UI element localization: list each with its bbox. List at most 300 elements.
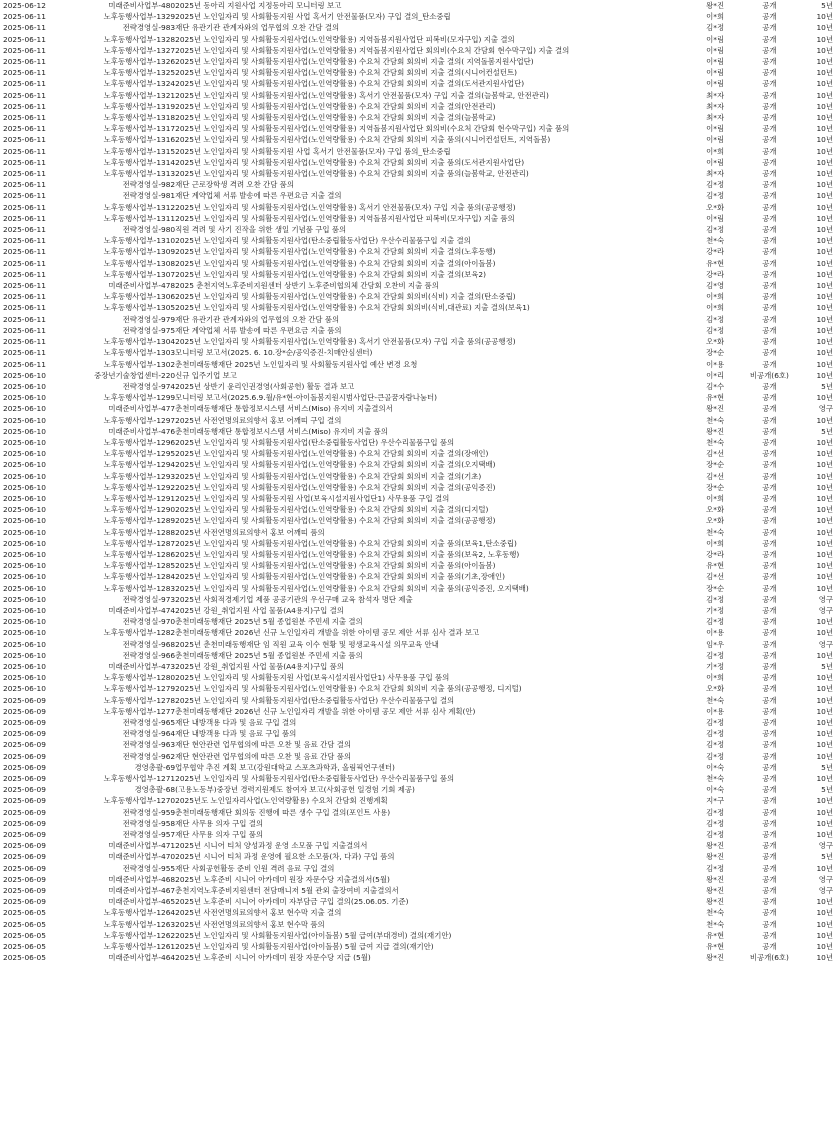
doc-date: 2025-06-10 [3, 583, 46, 593]
table-row[interactable] [3, 347, 833, 358]
doc-author: 김*정 [706, 807, 725, 817]
doc-date: 2025-06-11 [3, 57, 46, 67]
doc-retention: 10년 [816, 482, 833, 492]
doc-title[interactable]: 2025년 노인일자리 및 사회활동지원사업(노인역량활용) 수요처 간담회 회의비 지출 품의(시니어컨설턴트, 지역돌봄) [175, 135, 551, 145]
doc-date: 2025-06-09 [3, 818, 46, 828]
doc-disclosure: 공개 [762, 225, 777, 235]
table-row[interactable] [3, 471, 833, 482]
doc-title[interactable]: 재단 사무용 의자 구입 품의 [175, 830, 264, 840]
doc-title[interactable]: 재단 계약업체 서류 발송에 따른 우편요금 지출 품의 [175, 325, 342, 335]
doc-title[interactable]: 2025년 노인일자리 및 사회활동지원사업(노인역량활용) 수요처 간담회 회의비 지출 결의(장애인) [175, 449, 489, 459]
table-row[interactable] [3, 78, 833, 89]
doc-department-number: 노후동행사업부-1326 [103, 57, 176, 67]
doc-title[interactable]: 2025년 노인일자리 및 사회활동지원사업(노인역량활용) 수요처 간담회 회의비 지출 결의(시니어컨설턴트) [175, 68, 517, 78]
doc-title[interactable]: 2025년 노인일자리 및 사회활동지원사업(노인역량활용) 수요처 간담회 회의비 지출 결의(안전관리) [175, 101, 496, 111]
doc-title[interactable]: 2025년 노인일자리 및 사회활동지원사업(노인역량활용) 수요처 간담회 회의비 지출 결의(노후동행) [175, 247, 496, 257]
doc-title[interactable]: 2025년 노인일자리 및 사회활동지원사업(노인역량활용) 혹서기 안전물품(모자) 구입 지출 품의(공공행정) [175, 337, 516, 347]
doc-title[interactable]: (고용노동부)중장년 경력지원제도 참여자 보고(사회공헌 일경험 기회 제공) [175, 785, 415, 795]
doc-title[interactable]: 2025년 노인일자리 및 사회활동지원사업(노인역량활용) 혹서기 안전물품(모자) 구입 지출 품의(공공행정) [175, 202, 516, 212]
doc-title[interactable]: 2025년 강원_취업지원 사업 물품(A4용지)구입 결의 [175, 605, 344, 615]
doc-title[interactable]: 춘천미래동행재단 회의동 진행에 따른 생수 구입 결의(포인트 사용) [175, 807, 391, 817]
doc-title[interactable]: 모니터링 보고서(2025.6.9.월/유*현-아이돌봄지원시범사업단-큰골꿈자람나눔터) [175, 393, 438, 403]
doc-title[interactable]: 2025년 노인일자리 및 사회활동지원사업(노인역량활용) 수요처 간담회 회의비 지출 결의( 지역돌봄지원사업단) [175, 57, 534, 67]
doc-date: 2025-06-11 [3, 236, 46, 246]
doc-title[interactable]: 재단 현안관련 업무협의에 따른 오찬 및 음료 간담 품의 [175, 751, 351, 761]
table-row[interactable] [3, 941, 833, 952]
doc-title[interactable]: 2025년도 노인일자리사업(노인역량활용) 수요처 간담회 진행계획 [175, 796, 388, 806]
table-row[interactable] [3, 123, 833, 134]
doc-title[interactable]: 2025년 노인일자리 및 사회활동지원사업(노인역량활용) 수요처 간담회 회의비 지출 결의(오지택배) [175, 460, 496, 470]
doc-retention: 10년 [816, 684, 833, 694]
doc-department-number: 노후동행사업부-1306 [103, 292, 176, 302]
doc-title[interactable]: 재단 현안관련 업무협의에 따른 오찬 및 음료 간담 결의 [175, 740, 351, 750]
doc-title[interactable]: 2025년 노인일자리 및 사회활동지원사업(노인역량활용) 수요처 간담회 회의비 지출 품의(보육1,탄소중립) [175, 538, 517, 548]
doc-date: 2025-06-05 [3, 919, 46, 929]
table-row[interactable] [3, 45, 833, 56]
doc-title[interactable]: 재단 근로장학생 격려 오찬 간담 품의 [175, 180, 294, 190]
table-row[interactable] [3, 930, 833, 941]
doc-retention: 10년 [816, 236, 833, 246]
doc-title[interactable]: 2025년 노후준비 시니어 아카데미 자부담금 구입 결의(25.06.05. 기준) [175, 897, 409, 907]
doc-title[interactable]: 2025년 노인일자리 및 사회활동지원사업(탄소중립활동사업단) 우산수리물품구입 품의 [175, 437, 455, 447]
doc-title[interactable]: 업무협약 추진 계획 보고(강원대학교 스포츠과학과, 올림픽연구센터) [175, 762, 395, 772]
doc-retention: 10년 [816, 718, 833, 727]
doc-title[interactable]: 춘천미래동행재단 2025년 5월 종업원분 주민세 지출 품의 [175, 650, 363, 660]
table-row[interactable] [3, 190, 833, 201]
doc-retention: 10년 [816, 897, 833, 907]
table-row[interactable] [3, 403, 833, 414]
doc-disclosure: 공개 [762, 12, 777, 22]
doc-retention: 10년 [816, 101, 833, 111]
doc-title[interactable]: 2025년 상반기 윤리인권경영(사회공헌) 활동 결과 보고 [175, 381, 355, 391]
doc-disclosure: 공개 [762, 101, 777, 111]
table-row[interactable] [3, 560, 833, 571]
doc-retention: 영구 [818, 594, 833, 604]
table-row[interactable] [3, 269, 833, 280]
table-row[interactable] [3, 840, 833, 851]
table-row[interactable] [3, 896, 833, 907]
doc-title[interactable]: 재단 계약업체 서류 발송에 따른 우편요금 지출 결의 [175, 191, 342, 201]
doc-disclosure: 공개 [762, 460, 777, 470]
doc-title[interactable]: 2025년 사전연명의료의향서 홍보 어깨띠 구입 결의 [175, 415, 342, 425]
doc-title[interactable]: 춘천미래동행재단 2026년 신규 노인일자리 개발을 위한 아이템 공모 제안 서류 심사 결과 보고 [175, 628, 480, 638]
doc-title[interactable]: 2025년 노인일자리 및 사회활동지원사업(노인역량활용) 수요처 간담회 회의비 지출 품의(보육2, 노후동행) [175, 549, 520, 559]
table-row[interactable] [3, 56, 833, 67]
doc-disclosure: 공개 [762, 113, 777, 123]
doc-title[interactable]: 2025년 노인일자리 및 사회활동지원사업(탄소중립활동사업단) 우산수리물품구입 지출 결의 [175, 236, 471, 246]
table-row[interactable] [3, 583, 833, 594]
table-row[interactable] [3, 952, 833, 963]
doc-author: 이*림 [706, 57, 725, 67]
table-row[interactable] [3, 818, 833, 829]
table-row[interactable] [3, 359, 833, 370]
doc-date: 2025-06-10 [3, 415, 46, 425]
table-row[interactable] [3, 302, 833, 313]
doc-retention: 10년 [816, 45, 833, 55]
doc-title[interactable]: 2025년 노인일자리 및 사회활동지원 사업(보육시설지원사업단1) 사무용품 구입 품의 [175, 673, 450, 683]
doc-department-number: 전략경영실-957 [122, 830, 176, 840]
table-row[interactable] [3, 415, 833, 426]
table-row[interactable] [3, 34, 833, 45]
table-row[interactable] [3, 101, 833, 112]
table-row[interactable] [3, 381, 833, 392]
doc-title[interactable]: 재단 유관기관 관계자와의 업무협의 오찬 간담 품의 [175, 314, 340, 324]
doc-date: 2025-06-11 [3, 314, 46, 324]
doc-date: 2025-06-10 [3, 538, 46, 548]
doc-date: 2025-06-09 [3, 874, 46, 884]
doc-department-number: 노후동행사업부-1325 [103, 68, 176, 78]
doc-date: 2025-06-11 [3, 303, 46, 313]
doc-author: 김*정 [706, 225, 725, 235]
doc-retention: 10년 [816, 807, 833, 817]
doc-department-number: 노후동행사업부-1278 [103, 695, 176, 705]
doc-author: 천*숙 [706, 527, 725, 537]
table-row[interactable] [3, 907, 833, 918]
doc-title[interactable]: 2025년 시니어 티처 양성과정 운영 소모품 구입 지출결의서 [175, 841, 368, 851]
doc-disclosure: 공개 [762, 919, 777, 929]
table-row[interactable] [3, 784, 833, 795]
doc-title[interactable]: 춘천미래동행재단 2025년 5월 종업원분 주민세 지출 결의 [175, 617, 363, 627]
doc-department-number: 노후동행사업부-1302 [103, 359, 176, 369]
doc-department-number: 노후동행사업부-1304 [103, 337, 176, 347]
table-row[interactable] [3, 202, 833, 213]
doc-author: 최*자 [706, 101, 725, 111]
table-row[interactable] [3, 90, 833, 101]
table-row[interactable] [3, 885, 833, 896]
table-row[interactable] [3, 650, 833, 661]
doc-date: 2025-06-09 [3, 695, 46, 705]
doc-department-number: 노후동행사업부-1282 [103, 628, 176, 638]
doc-retention: 10년 [816, 281, 833, 291]
doc-title[interactable]: 2025년 노인일자리 및 사회활동지원사업(노인역량활용) 수요처 간담회 회의비 지출 결의(디지털) [175, 505, 489, 515]
table-row[interactable] [3, 112, 833, 123]
table-row[interactable] [3, 134, 833, 145]
doc-department-number: 노후동행사업부-1314 [103, 157, 176, 167]
doc-date: 2025-06-10 [3, 460, 46, 470]
document-list-table [3, 0, 833, 963]
doc-title[interactable]: 2025년 노인일자리 및 사회활동지원 사업 혹서기 안전물품(모자) 구입 결의_탄소중립 [175, 12, 451, 22]
doc-disclosure: 공개 [762, 673, 777, 683]
doc-disclosure: 공개 [762, 157, 777, 167]
table-row[interactable] [3, 146, 833, 157]
doc-department-number: 노후동행사업부-1291 [103, 493, 176, 503]
doc-department-number: 노후동행사업부-1309 [103, 247, 176, 257]
doc-title[interactable]: 재단 내방객용 다과 및 음료 구입 결의 [175, 718, 297, 727]
doc-author: 왕*진 [706, 1, 725, 10]
doc-title[interactable]: 2025년 노인일자리 및 사회활동지원사업(탄소중립활동사업단) 우산수리물품구입 품의 [175, 774, 455, 784]
doc-retention: 10년 [816, 516, 833, 526]
table-row[interactable] [3, 795, 833, 806]
table-row[interactable] [3, 717, 833, 728]
doc-department-number: 노후동행사업부-1286 [103, 549, 176, 559]
doc-title[interactable]: 2025년 노인일자리 및 사회활동지원사업(노인역량활용) 수요처 간담회 회의비 지출 결의(공익증진) [175, 482, 496, 492]
doc-retention: 영구 [818, 605, 833, 615]
doc-department-number: 중장년기술창업센터-220 [94, 370, 176, 380]
doc-title[interactable]: 춘천미래동행재단 통합정보시스템 서비스(Miso) 유지비 지출 품의 [175, 426, 388, 436]
doc-title[interactable]: 2025년 노인일자리 및 사회활동지원사업(노인역량활용) 수요처 간담회 회의비(식비,대관료) 지출 결의(보육1) [175, 303, 530, 313]
doc-department-number: 노후동행사업부-1329 [103, 12, 176, 22]
doc-department-number: 미래준비사업부-474 [108, 605, 176, 615]
doc-title[interactable]: 2025년 노인일자리 및 사회활동지원사업(아이돌봄) 5월 급여(부대경비) 결의(재기안) [175, 930, 452, 940]
doc-title[interactable]: 재단 사무용 의자 구입 결의 [175, 818, 264, 828]
table-row[interactable] [3, 672, 833, 683]
doc-date: 2025-06-09 [3, 841, 46, 851]
doc-author: 천*숙 [706, 236, 725, 246]
doc-title[interactable]: 2025년 노인일자리 및 사회활동지원 사업 혹서기 안전물품(모자) 구입 품의_탄소중립 [175, 146, 451, 156]
table-row[interactable] [3, 291, 833, 302]
doc-date: 2025-06-10 [3, 572, 46, 582]
doc-disclosure: 공개 [762, 740, 777, 750]
table-row[interactable] [3, 773, 833, 784]
doc-author: 천*숙 [706, 415, 725, 425]
doc-title[interactable]: 재단 내방객용 다과 및 음료 구입 품의 [175, 729, 297, 739]
doc-author: 임*우 [706, 639, 725, 649]
doc-title[interactable]: 직원 격려 및 사기 진작을 위한 생일 기념품 구입 품의 [175, 225, 347, 235]
doc-retention: 10년 [816, 729, 833, 739]
doc-date: 2025-06-09 [3, 897, 46, 907]
doc-title[interactable]: 2025년 노인일자리 및 사회활동지원사업(노인역량활용) 수요처 간담회 회의비 지출 결의(공공행정) [175, 516, 496, 526]
doc-author: 김*정 [706, 751, 725, 761]
doc-disclosure: 공개 [762, 897, 777, 907]
doc-disclosure: 공개 [762, 45, 777, 55]
doc-date: 2025-06-05 [3, 930, 46, 940]
doc-retention: 10년 [816, 191, 833, 201]
doc-retention: 10년 [816, 359, 833, 369]
table-row[interactable] [3, 851, 833, 862]
doc-title[interactable]: 2025년 사회적경제기업 제품 공공기관의 우선구매 교육 참석자 명단 제출 [175, 594, 413, 604]
doc-title[interactable]: 2025년 노인일자리 및 사회활동지원사업(탄소중립활동사업단) 우산수리물품구입 결의 [175, 695, 455, 705]
doc-disclosure: 공개 [762, 505, 777, 515]
table-row[interactable] [3, 706, 833, 717]
doc-disclosure: 공개 [762, 258, 777, 268]
table-row[interactable] [3, 426, 833, 437]
doc-title[interactable]: 2025년 강원_취업지원 사업 물품(A4용지)구입 품의 [175, 661, 344, 671]
table-row[interactable] [3, 0, 833, 11]
doc-department-number: 노후동행사업부-1308 [103, 258, 176, 268]
doc-title[interactable]: 2025년 노인일자리 및 사회활동지원사업(노인역량활용) 수요처 간담회 회의비(식비) 지출 결의(탄소중립) [175, 292, 516, 302]
doc-department-number: 노후동행사업부-1297 [103, 415, 176, 425]
table-row[interactable] [3, 829, 833, 840]
table-row[interactable] [3, 504, 833, 515]
doc-title[interactable]: 2025년 시니어 티처 과정 운영에 필요한 소모품(차, 다과) 구입 품의 [175, 852, 395, 862]
table-row[interactable] [3, 157, 833, 168]
doc-title[interactable]: 2025년 노후준비 시니어 아카데미 원장 자문수당 지급 (5월) [175, 953, 371, 963]
doc-author: 이*림 [706, 34, 725, 44]
doc-title[interactable]: 2025년 노인일자리 및 사회활동지원사업(노인역량활용) 수요처 간담회 회의비 지출 품의(늘봄학교, 안전관리) [175, 169, 529, 179]
table-row[interactable] [3, 605, 833, 616]
doc-disclosure: 공개 [762, 930, 777, 940]
table-row[interactable] [3, 527, 833, 538]
table-row[interactable] [3, 683, 833, 694]
doc-department-number: 전략경영실-982 [122, 180, 176, 190]
doc-title[interactable]: 2025 춘천지역노후준비지원센터 상반기 노후준비협의체 간담회 오찬비 지출 품의 [175, 281, 439, 291]
doc-department-number: 전략경영실-962 [122, 751, 176, 761]
doc-department-number: 노후동행사업부-1318 [103, 113, 176, 123]
table-row[interactable] [3, 258, 833, 269]
doc-title[interactable]: 2025년 사전연명의료의향서 홍보 어깨띠 품의 [175, 527, 325, 537]
doc-retention: 10년 [816, 695, 833, 705]
doc-title[interactable]: 춘천미래동행재단 2025년 노인일자리 및 사회활동지원사업 예산 변경 요청 [175, 359, 418, 369]
doc-date: 2025-06-10 [3, 471, 46, 481]
doc-department-number: 노후동행사업부-1295 [103, 449, 176, 459]
doc-title[interactable]: 2025년 노인일자리 및 사회활동지원 사업(보육시설지원사업단1) 사무용품 구입 결의 [175, 493, 450, 503]
doc-department-number: 노후동행사업부-1307 [103, 269, 176, 279]
doc-title[interactable]: 춘천미래동행재단 통합정보시스템 서비스(Miso) 유지비 지출결의서 [175, 404, 393, 414]
table-row[interactable] [3, 549, 833, 560]
doc-title[interactable]: 2025년 노인일자리 및 사회활동지원사업(노인역량활용) 수요처 간담회 회의비 지출 결의(도서관지원사업단) [175, 79, 525, 89]
doc-date: 2025-06-11 [3, 12, 46, 22]
doc-retention: 영구 [818, 639, 833, 649]
doc-department-number: 노후동행사업부-1293 [103, 471, 176, 481]
doc-retention: 10년 [816, 79, 833, 89]
table-row[interactable] [3, 762, 833, 773]
doc-disclosure: 공개 [762, 169, 777, 179]
table-row[interactable] [3, 538, 833, 549]
doc-disclosure: 공개 [762, 449, 777, 459]
table-row[interactable] [3, 224, 833, 235]
doc-disclosure: 공개 [762, 34, 777, 44]
table-row[interactable] [3, 639, 833, 650]
doc-title[interactable]: 2025년 노인일자리 및 사회활동지원사업(아이돌봄) 5월 급여 지급 결의(재기안) [175, 942, 434, 952]
table-row[interactable] [3, 179, 833, 190]
doc-title[interactable]: 2025년 노인일자리 및 사회활동지원사업(노인역량활용) 수요처 간담회 회의비 지출 결의(아이돌봄) [175, 258, 496, 268]
table-row[interactable] [3, 807, 833, 818]
table-row[interactable] [3, 437, 833, 448]
table-row[interactable] [3, 325, 833, 336]
doc-author: 이*림 [706, 135, 725, 145]
table-row[interactable] [3, 739, 833, 750]
doc-department-number: 전략경영실-973 [122, 594, 176, 604]
doc-title[interactable]: 2025년 노인일자리 및 사회활동지원사업(노인역량활용) 지역돌봄지원사업단 피복비(모자구입) 지출 결의 [175, 34, 515, 44]
doc-department-number: 미래준비사업부-476 [108, 426, 176, 436]
doc-department-number: 노후동행사업부-1289 [103, 516, 176, 526]
doc-author: 최*자 [706, 113, 725, 123]
doc-author: 김*정 [706, 830, 725, 840]
table-row[interactable] [3, 482, 833, 493]
doc-title[interactable]: 2025년 노인일자리 및 사회활동지원사업(노인역량활용) 지역돌봄지원사업단 피복비(모자구입) 지출 품의 [175, 213, 515, 223]
doc-title[interactable]: 재단 사회공헌활동 준비 인원 격려 음료 구입 결의 [175, 863, 335, 873]
table-row[interactable] [3, 213, 833, 224]
doc-title[interactable]: 2025년 춘천미래동행재단 임 직원 교육 이수 현황 및 평생교육시설 의무교육 안내 [175, 639, 439, 649]
table-row[interactable] [3, 919, 833, 930]
doc-title[interactable]: 2025년 노인일자리 및 사회활동지원사업(노인역량활용) 수요처 간담회 회의비 지출 품의(기초,장애인) [175, 572, 506, 582]
doc-title[interactable]: 모니터링 보고서(2025. 6. 10.장*순/공익증진-치매안심센터) [175, 348, 373, 358]
doc-disclosure: 공개 [762, 426, 777, 436]
doc-disclosure: 공개 [762, 830, 777, 840]
table-row[interactable] [3, 246, 833, 257]
table-row[interactable] [3, 594, 833, 605]
doc-disclosure: 공개 [762, 628, 777, 638]
doc-retention: 10년 [816, 225, 833, 235]
table-row[interactable] [3, 493, 833, 504]
table-row[interactable] [3, 67, 833, 78]
doc-date: 2025-06-09 [3, 796, 46, 806]
doc-department-number: 전략경영실-955 [122, 863, 176, 873]
table-row[interactable] [3, 280, 833, 291]
doc-title[interactable]: 2025년 노인일자리 및 사회활동지원사업(노인역량활용) 수요처 간담회 회의비 지출 결의(늘봄학교) [175, 113, 496, 123]
doc-date: 2025-06-10 [3, 381, 46, 391]
document-list-body [3, 0, 833, 963]
doc-author: 유*현 [706, 258, 725, 268]
doc-department-number: 노후동행사업부-1290 [103, 505, 176, 515]
table-row[interactable] [3, 168, 833, 179]
doc-department-number: 노후동행사업부-1296 [103, 437, 176, 447]
doc-disclosure: 공개 [762, 729, 777, 739]
doc-department-number: 전략경영실-963 [122, 740, 176, 750]
doc-title[interactable]: 2025년 노인일자리 및 사회활동지원사업(노인역량활용) 지역돌봄지원사업단 회의비(수요처 간담회 현수막구입) 지출 품의 [175, 124, 570, 134]
doc-title[interactable]: 2025년 노인일자리 및 사회활동지원사업(노인역량활용) 수요처 간담회 회의비 지출 품의(공익증진, 오지택배) [175, 583, 529, 593]
doc-retention: 10년 [816, 953, 833, 963]
doc-title[interactable]: 2025년 사전연명의료의향서 홍보 현수막 지출 결의 [175, 908, 342, 918]
table-row[interactable] [3, 695, 833, 706]
doc-title[interactable]: 2025년 노인일자리 및 사회활동지원사업(노인역량활용) 수요처 간담회 회의비 지출 품의(도서관지원사업단) [175, 157, 525, 167]
doc-title[interactable]: 2025년 노후준비 시니어 아카데미 원장 자문수당 지출결의서(5월) [175, 874, 390, 884]
table-row[interactable] [3, 235, 833, 246]
doc-author: 최*자 [706, 169, 725, 179]
table-row[interactable] [3, 370, 833, 381]
doc-department-number: 노후동행사업부-1319 [103, 101, 176, 111]
doc-retention: 10년 [816, 68, 833, 78]
doc-title[interactable]: 신규 입주기업 보고 [175, 370, 237, 380]
doc-date: 2025-06-09 [3, 830, 46, 840]
table-row[interactable] [3, 314, 833, 325]
doc-department-number: 노후동행사업부-1299 [103, 393, 176, 403]
doc-title[interactable]: 2025년 노인일자리 및 사회활동지원사업(노인역량활용) 수요처 간담회 회의비 지출 품의(공공행정, 디지털) [175, 684, 522, 694]
table-row[interactable] [3, 661, 833, 672]
doc-retention: 10년 [816, 740, 833, 750]
doc-date: 2025-06-10 [3, 516, 46, 526]
doc-disclosure: 공개 [762, 325, 777, 335]
doc-department-number: 노후동행사업부-1327 [103, 45, 176, 55]
table-row[interactable] [3, 11, 833, 22]
table-row[interactable] [3, 874, 833, 885]
table-row[interactable] [3, 459, 833, 470]
doc-department-number: 미래준비사업부-465 [108, 897, 176, 907]
table-row[interactable] [3, 751, 833, 762]
table-row[interactable] [3, 863, 833, 874]
doc-retention: 10년 [816, 303, 833, 313]
doc-title[interactable]: 2025년 노인일자리 및 사회활동지원사업(노인역량활용) 수요처 간담회 회의비 지출 품의(아이돌봄) [175, 561, 496, 571]
table-row[interactable] [3, 22, 833, 33]
table-row[interactable] [3, 515, 833, 526]
doc-disclosure: 공개 [762, 269, 777, 279]
doc-department-number: 전략경영실-983 [122, 23, 176, 33]
doc-title[interactable]: 2025년 노인일자리 및 사회활동지원사업(노인역량활용) 수요처 간담회 회의비 지출 결의(기초) [175, 471, 482, 481]
table-row[interactable] [3, 448, 833, 459]
doc-date: 2025-06-09 [3, 762, 46, 772]
doc-date: 2025-06-11 [3, 348, 46, 358]
doc-author: 지*구 [706, 796, 725, 806]
doc-title[interactable]: 춘천지역노후준비지원센터 전담매니저 5월 관외 출장여비 지출결의서 [175, 886, 399, 896]
table-row[interactable] [3, 627, 833, 638]
doc-title[interactable]: 2025년 사전연명의료의향서 홍보 현수막 품의 [175, 919, 325, 929]
doc-department-number: 노후동행사업부-1283 [103, 583, 176, 593]
table-row[interactable] [3, 616, 833, 627]
doc-title[interactable]: 2025년 노인일자리 및 사회활동지원사업(노인역량활용) 지역돌봄지원사업단 회의비(수요처 간담회 현수막구입) 지출 결의 [175, 45, 570, 55]
table-row[interactable] [3, 728, 833, 739]
doc-title[interactable]: 2025년 동아리 지원사업 지정동아리 모니터링 보고 [175, 1, 342, 10]
doc-author: 오*화 [706, 337, 725, 347]
table-row[interactable] [3, 392, 833, 403]
doc-title[interactable]: 재단 유관기관 관계자와의 업무협의 오찬 간담 결의 [175, 23, 340, 33]
doc-title[interactable]: 춘천미래동행재단 2026년 신규 노인일자리 개발을 위한 아이템 공모 제안 서류 심사 계획(안) [175, 706, 476, 716]
table-row[interactable] [3, 336, 833, 347]
doc-date: 2025-06-11 [3, 225, 46, 235]
doc-author: 이*용 [706, 359, 725, 369]
table-row[interactable] [3, 571, 833, 582]
doc-title[interactable]: 2025년 노인일자리 및 사회활동지원사업(노인역량활용) 수요처 간담회 회의비 지출 결의(보육2) [175, 269, 486, 279]
doc-title[interactable]: 2025년 노인일자리 및 사회활동지원사업(노인역량활용) 혹서기 안전물품(모자) 구입 지출 결의(늘봄학교, 안전관리) [175, 90, 549, 100]
